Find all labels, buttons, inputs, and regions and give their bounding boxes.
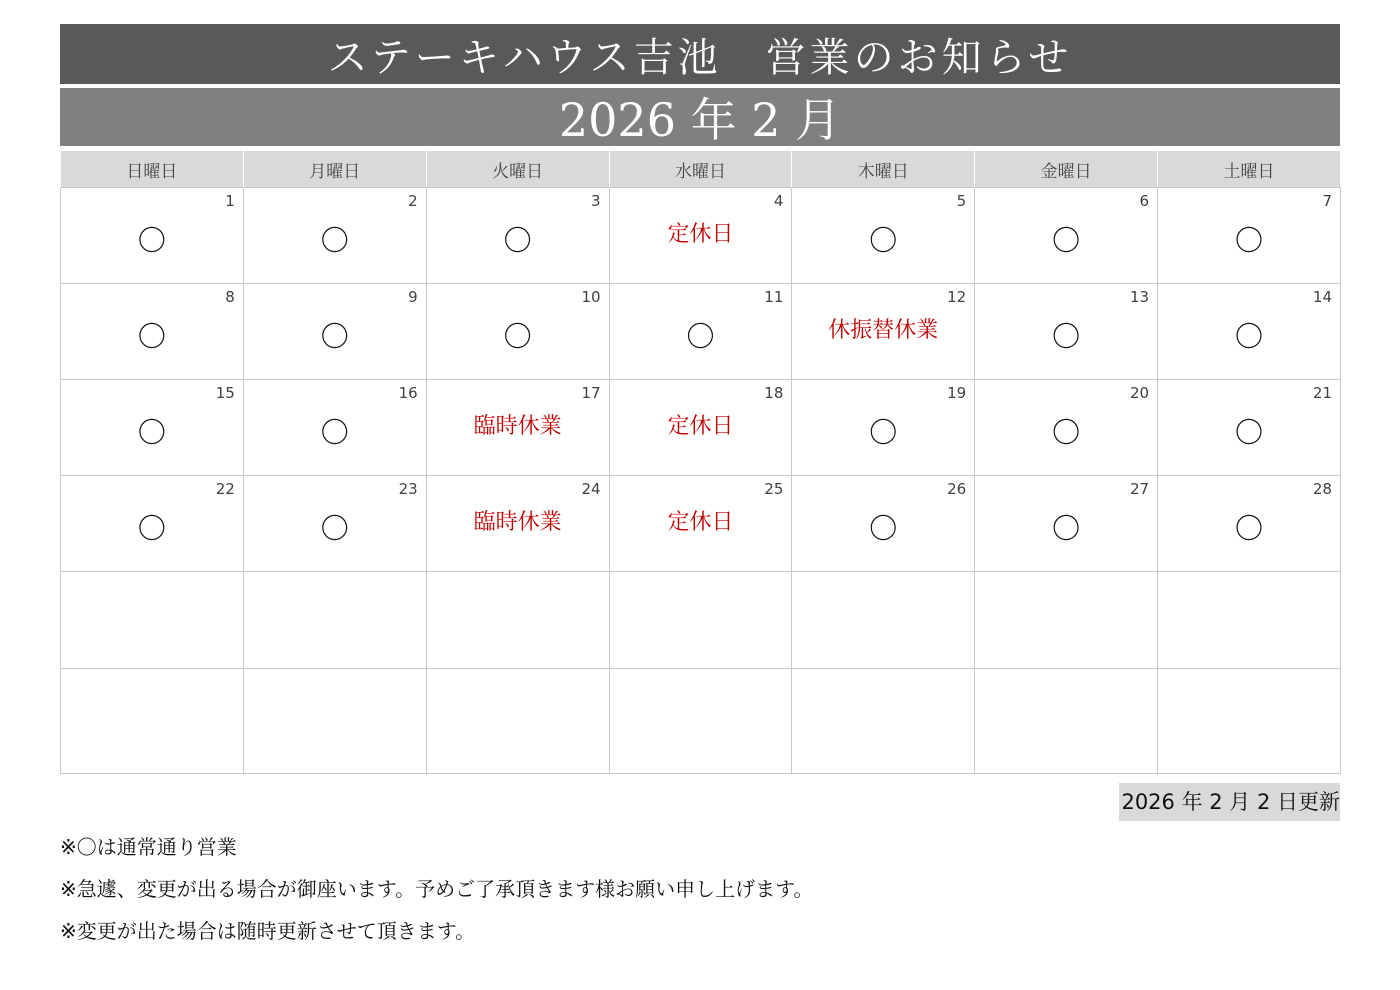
- empty-day-cell: [61, 572, 244, 669]
- empty-week-row: [61, 669, 1341, 774]
- week-row: [61, 188, 1341, 284]
- month-heading: 2026 年 2 月: [60, 88, 1340, 146]
- day-cell: [61, 476, 244, 572]
- empty-day-cell: [243, 669, 426, 774]
- weekday-header: 土曜日: [1158, 151, 1341, 188]
- weekday-header: 金曜日: [975, 151, 1158, 188]
- day-cell: [792, 284, 975, 380]
- weekday-header: 月曜日: [243, 151, 426, 188]
- calendar-body: [61, 188, 1341, 774]
- day-number: 8: [225, 288, 235, 306]
- day-cell: [61, 188, 244, 284]
- day-number: 14: [1312, 288, 1332, 306]
- empty-day-cell: [792, 669, 975, 774]
- day-number: 9: [408, 288, 418, 306]
- day-number: 2: [408, 192, 418, 210]
- weekday-header: 火曜日: [426, 151, 609, 188]
- empty-day-cell: [61, 669, 244, 774]
- open-mark: 〇: [1052, 512, 1081, 545]
- updated-date: 2026 年 2 月 2 日更新: [1119, 783, 1340, 821]
- day-number: 20: [1129, 384, 1150, 402]
- week-row: [61, 284, 1341, 380]
- open-mark: 〇: [1235, 416, 1264, 449]
- calendar-grid: [60, 151, 1341, 774]
- day-cell: [792, 380, 975, 476]
- open-mark: 〇: [1235, 512, 1264, 545]
- day-number: 4: [773, 192, 784, 210]
- open-mark: 〇: [1235, 224, 1264, 257]
- day-number: 11: [764, 288, 784, 306]
- open-mark: 〇: [137, 416, 166, 449]
- day-cell: [426, 476, 609, 572]
- week-row: [61, 380, 1341, 476]
- open-mark: 〇: [137, 224, 166, 257]
- open-mark: 〇: [137, 512, 166, 545]
- empty-day-cell: [1158, 572, 1341, 669]
- day-number: 26: [947, 480, 967, 498]
- empty-day-cell: [609, 669, 792, 774]
- day-cell: [1158, 380, 1341, 476]
- open-mark: 〇: [869, 224, 898, 257]
- day-cell: [792, 476, 975, 572]
- day-cell: [426, 188, 609, 284]
- open-mark: 〇: [320, 512, 349, 545]
- day-cell: [61, 284, 244, 380]
- weekday-header: 日曜日: [61, 151, 244, 188]
- empty-day-cell: [792, 572, 975, 669]
- closed-status-label: 臨時休業: [473, 510, 562, 535]
- day-cell: [975, 188, 1158, 284]
- open-mark: 〇: [869, 416, 898, 449]
- note-line: ※〇は通常通り営業: [60, 835, 237, 859]
- day-number: 28: [1312, 480, 1332, 498]
- day-number: 19: [947, 384, 967, 402]
- empty-week-row: [61, 572, 1341, 669]
- day-cell: [1158, 476, 1341, 572]
- day-cell: [243, 284, 426, 380]
- empty-day-cell: [975, 572, 1158, 669]
- closed-status-label: 定休日: [667, 222, 734, 247]
- open-mark: 〇: [137, 320, 166, 353]
- closed-status-label: 定休日: [667, 414, 734, 439]
- day-number: 5: [956, 192, 967, 210]
- open-mark: 〇: [1235, 320, 1264, 353]
- open-mark: 〇: [1052, 320, 1081, 353]
- day-cell: [426, 380, 609, 476]
- day-number: 6: [1139, 192, 1150, 210]
- day-number: 10: [581, 288, 601, 306]
- closed-status-label: 臨時休業: [473, 414, 562, 439]
- day-number: 16: [398, 384, 418, 402]
- day-number: 12: [947, 288, 967, 306]
- day-cell: [1158, 188, 1341, 284]
- day-cell: [243, 380, 426, 476]
- day-number: 22: [215, 480, 235, 498]
- day-number: 25: [764, 480, 784, 498]
- page-title: ステーキハウス吉池 営業のお知らせ: [60, 24, 1340, 84]
- open-mark: 〇: [1052, 416, 1081, 449]
- weekday-header: 水曜日: [609, 151, 792, 188]
- open-mark: 〇: [503, 320, 532, 353]
- notes-section: [60, 826, 814, 952]
- day-number: 18: [764, 384, 784, 402]
- day-number: 7: [1322, 192, 1332, 210]
- day-number: 23: [398, 480, 418, 498]
- empty-day-cell: [426, 669, 609, 774]
- empty-day-cell: [609, 572, 792, 669]
- day-number: 27: [1129, 480, 1150, 498]
- day-cell: [975, 284, 1158, 380]
- open-mark: 〇: [320, 224, 349, 257]
- open-mark: 〇: [320, 416, 349, 449]
- day-cell: [1158, 284, 1341, 380]
- week-row: [61, 476, 1341, 572]
- day-cell: [609, 476, 792, 572]
- note-line: ※変更が出た場合は随時更新させて頂きます。: [60, 919, 476, 943]
- empty-day-cell: [243, 572, 426, 669]
- day-number: 13: [1129, 288, 1150, 306]
- weekday-header-row: [61, 151, 1341, 188]
- day-cell: [426, 284, 609, 380]
- day-cell: [243, 188, 426, 284]
- day-number: 15: [215, 384, 235, 402]
- day-cell: [975, 380, 1158, 476]
- day-number: 1: [225, 192, 235, 210]
- day-number: 24: [581, 480, 601, 498]
- note-line: ※急遽、変更が出る場合が御座います。予めご了承頂きます様お願い申し上げます。: [60, 877, 814, 901]
- open-mark: 〇: [320, 320, 349, 353]
- empty-day-cell: [975, 669, 1158, 774]
- day-cell: [792, 188, 975, 284]
- closed-status-label: 定休日: [667, 510, 734, 535]
- day-number: 3: [590, 192, 601, 210]
- day-cell: [609, 188, 792, 284]
- open-mark: 〇: [686, 320, 715, 353]
- day-cell: [61, 380, 244, 476]
- open-mark: 〇: [869, 512, 898, 545]
- closed-status-label: 休振替休業: [828, 318, 939, 343]
- day-cell: [243, 476, 426, 572]
- weekday-header: 木曜日: [792, 151, 975, 188]
- open-mark: 〇: [503, 224, 532, 257]
- day-cell: [975, 476, 1158, 572]
- day-cell: [609, 284, 792, 380]
- day-cell: [609, 380, 792, 476]
- day-number: 17: [581, 384, 601, 402]
- empty-day-cell: [1158, 669, 1341, 774]
- day-number: 21: [1312, 384, 1332, 402]
- open-mark: 〇: [1052, 224, 1081, 257]
- empty-day-cell: [426, 572, 609, 669]
